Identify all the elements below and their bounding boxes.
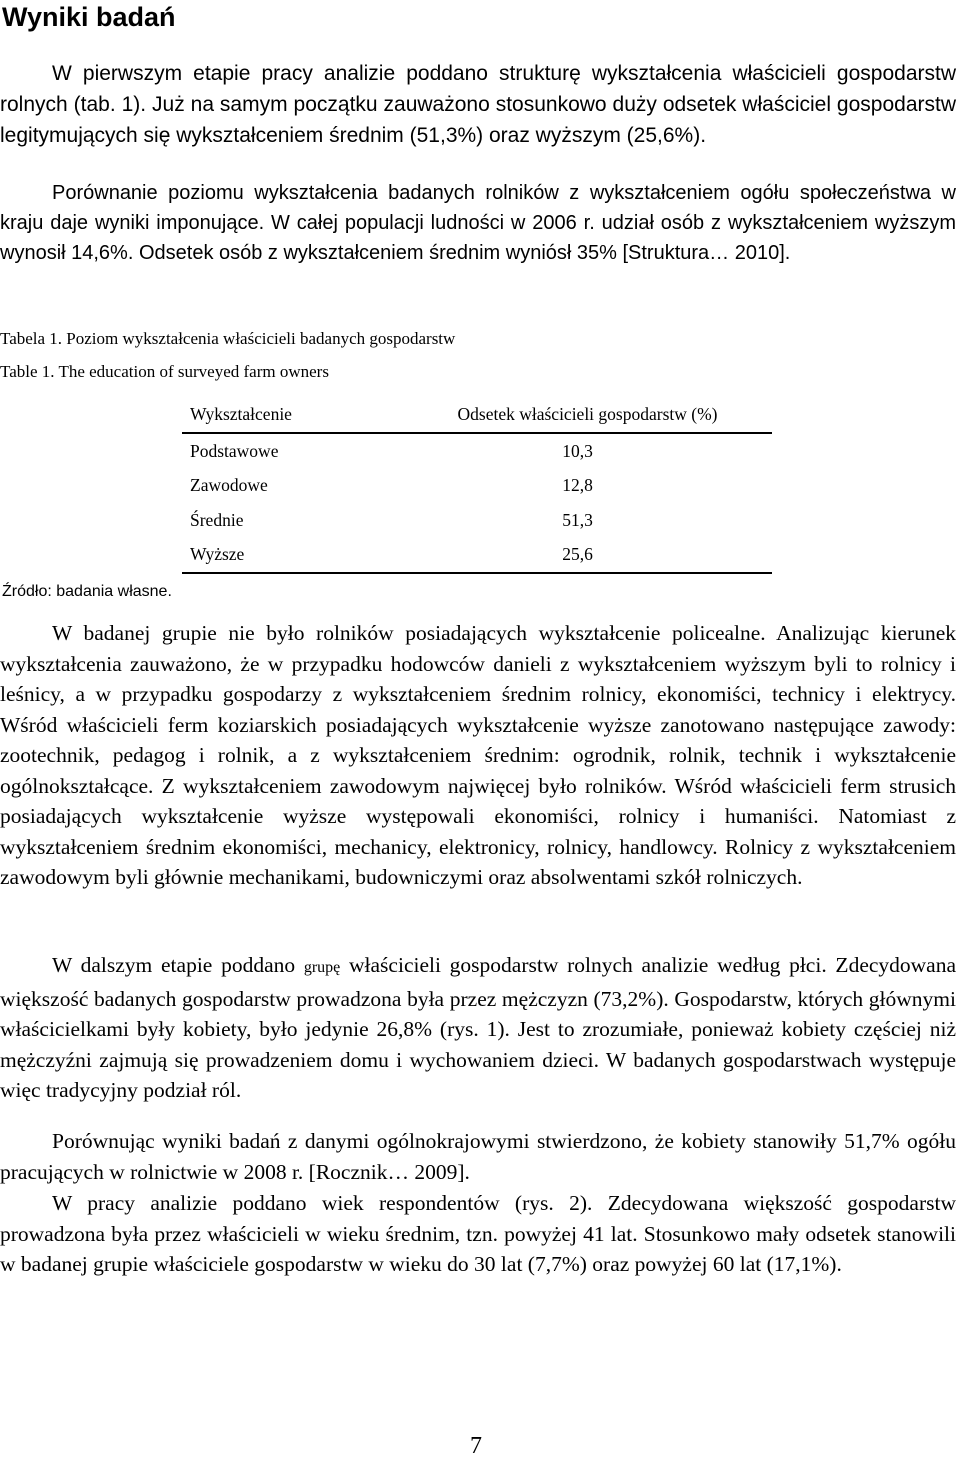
- paragraph-5-text: Porównując wyniki badań z danymi ogólnokrajowymi stwierdzono, że kobiety stanowiły 51,7% ogółu pracujących w rolnictwie w 2008 r. [Rocznik… 2009].: [0, 1129, 956, 1184]
- paragraph-1-text: W pierwszym etapie pracy analizie poddano strukturę wykształcenia właścicieli gospodarstw rolnych (tab. 1). Już na samym początku zauważono stosunkowo duży odsetek właściciel gospodarstw legitymujących się wykształceniem średnim (51,3%) oraz wyższym (25,6%).: [0, 62, 956, 147]
- table-cell-value: [395, 538, 772, 574]
- paragraph-3: [0, 618, 956, 893]
- table-caption-polish: Tabela 1. Poziom wykształcenia właścicieli badanych gospodarstw: [0, 329, 456, 348]
- table-cell-value-text: 25,6: [562, 544, 593, 565]
- paragraph-2-text: Porównanie poziomu wykształcenia badanych rolników z wykształceniem ogółu społeczeństwa w kraju daje wyniki imponujące. W całej populacji ludności w 2006 r. udział osób z wykształceniem wyższym wynosił 14,6%. Odsetek osób z wykształceniem średnim wyniósł 35% [Struktura… 2010].: [0, 182, 956, 264]
- paragraph-1: [0, 58, 956, 151]
- table-header-row: [182, 396, 772, 433]
- table-cell-level: Zawodowe: [190, 475, 268, 496]
- table-row: [182, 503, 772, 538]
- page-number: 7: [470, 1433, 482, 1459]
- table-cell-value: [395, 503, 772, 538]
- table-cell-value: [395, 433, 772, 469]
- table-source-note: Źródło: badania własne.: [2, 583, 172, 600]
- paragraph-4-text-start: W dalszym etapie poddano: [52, 953, 296, 977]
- table-cell-level: Wyższe: [182, 538, 395, 574]
- table-cell-value-text: 10,3: [562, 440, 593, 461]
- section-heading: Wyniki badań: [2, 2, 176, 32]
- table-cell-value-text: 51,3: [562, 509, 593, 530]
- table-cell-level: Średnie: [190, 509, 244, 530]
- table-cell-level: Podstawowe: [190, 440, 279, 461]
- paragraph-6-text: W pracy analizie poddano wiek respondentów (rys. 2). Zdecydowana większość gospodarstw prowadzona była przez właścicieli w wieku średnim, tzn. powyżej 41 lat. Stosunkowo mały odsetek stanowili w badanej grupie właściciele gospodarstw w wieku do 30 lat (7,7%) oraz powyżej 60 lat (17,1%).: [0, 1191, 956, 1276]
- paragraph-2: [0, 178, 956, 268]
- table-row: [182, 469, 772, 504]
- table-row: [182, 538, 772, 574]
- table-cell-value-text: 12,8: [562, 475, 593, 496]
- table-caption-english: Table 1. The education of surveyed farm owners: [0, 362, 329, 381]
- table-cell-value: [395, 469, 772, 504]
- education-table: [182, 396, 772, 574]
- table-header-share: Odsetek właścicieli gospodarstw (%): [395, 396, 772, 433]
- paragraph-4-small-word: grupę: [303, 959, 341, 976]
- table-row: [182, 433, 772, 469]
- paragraph-4-text-end: właścicieli gospodarstw rolnych analizie według płci. Zdecydowana większość badanych gospodarstw prowadzona była przez mężczyzn (73,2%). Gospodarstw, których głównymi właścicielkami były kobiety, było jedynie 26,8% (rys. 1). Jest to zrozumiałe, ponieważ kobiety częściej niż mężczyźni zajmują się prowadzeniem domu i wychowaniem dzieci. W badanych gospodarstwach występuje więc tradycyjny podział ról.: [0, 953, 957, 1102]
- paragraph-3-text: W badanej grupie nie było rolników posiadających wykształcenie policealne. Analizując kierunek wykształcenia zauważono, że w przypadku hodowców danieli z wykształceniem wyższym byli to rolnicy i leśnicy, a w przypadku gospodarzy z wykształceniem średnim rolnicy, ekonomiści, technicy i elektrycy. Wśród właścicieli ferm koziarskich posiadających wykształcenie wyższe zanotowano następujące zawody: zootechnik, pedagog i rolnik, a z wykształceniem średnim: ogrodnik, rolnik, technik i wykształcenie ogólnokształcące. Z wykształceniem zawodowym najwięcej było rolników. Wśród właścicieli ferm strusich posiadających wykształcenie wyższe występowali ekonomiści, rolnicy i humaniści. Natomiast z wykształceniem średnim ekonomiści, mechanicy, elektronicy, rolnicy, handlowcy. Rolnicy z wykształceniem zawodowym byli głównie mechanikami, budowniczymi oraz absolwentami szkół rolniczych.: [0, 621, 956, 889]
- paragraph-5: [0, 1126, 956, 1187]
- table-header-education: Wykształcenie: [182, 396, 395, 433]
- paragraph-6: [0, 1188, 956, 1280]
- paragraph-4: [0, 950, 956, 1106]
